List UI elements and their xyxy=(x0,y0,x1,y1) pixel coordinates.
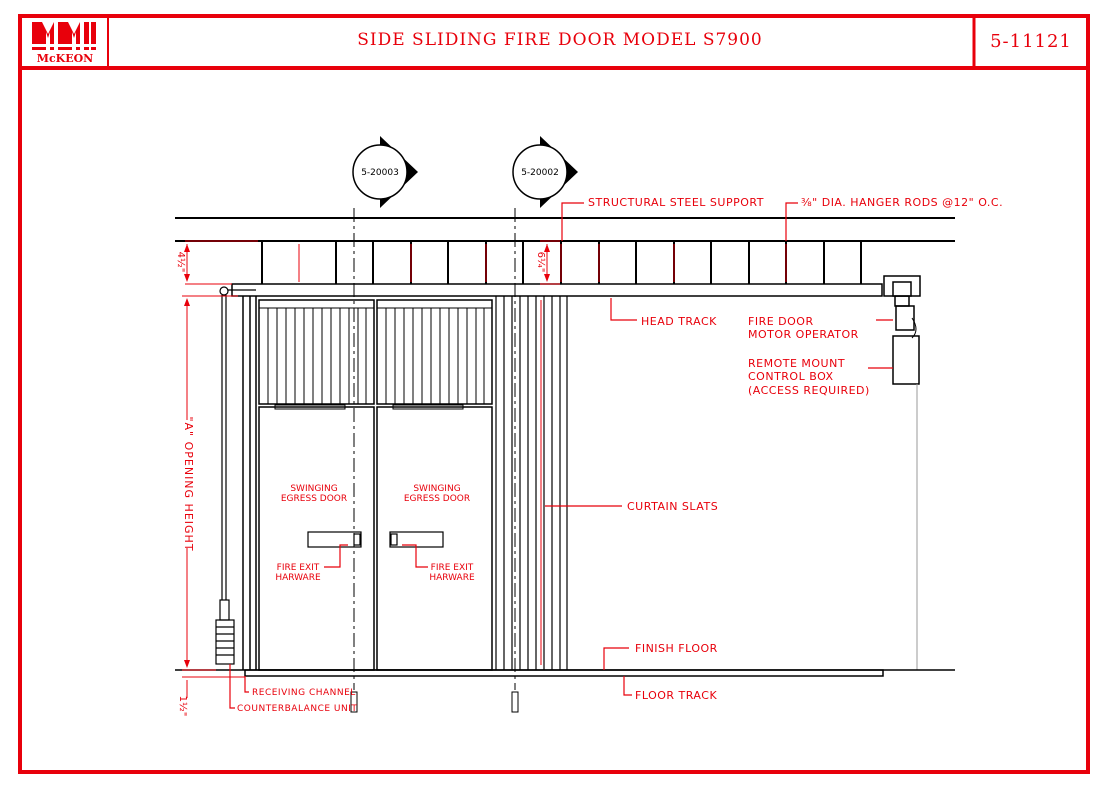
panic-bars xyxy=(308,532,443,547)
label-door-right-1: SWINGING xyxy=(413,484,461,494)
door-leaves xyxy=(259,405,492,670)
label-receiving-channel: RECEIVING CHANNEL xyxy=(252,688,356,698)
sheet-border xyxy=(20,16,1088,772)
label-structural-support: STRUCTURAL STEEL SUPPORT xyxy=(588,196,764,209)
label-motor-2: MOTOR OPERATOR xyxy=(748,328,859,341)
label-curtain-slats: CURTAIN SLATS xyxy=(627,500,719,513)
dimension-lines xyxy=(182,241,560,698)
floor xyxy=(175,670,955,676)
receiving-channel xyxy=(243,296,256,670)
brand-name: McKEON xyxy=(36,52,94,65)
section-marker-left-label: 5-20003 xyxy=(361,168,399,178)
remote-control-box xyxy=(893,336,919,384)
label-hw-right-1: FIRE EXIT xyxy=(430,563,474,573)
dimension-bottom: 1½" xyxy=(177,695,188,717)
label-door-right-2: EGRESS DOOR xyxy=(403,494,471,504)
section-marker-left xyxy=(353,136,418,208)
label-hw-right-2: HARWARE xyxy=(429,573,475,583)
section-cut-lines xyxy=(354,208,515,690)
label-head-track: HEAD TRACK xyxy=(641,315,717,328)
label-hw-left-1: FIRE EXIT xyxy=(276,563,320,573)
label-motor-1: FIRE DOOR xyxy=(748,315,814,328)
label-hw-left-2: HARWARE xyxy=(275,573,321,583)
label-door-left-1: SWINGING xyxy=(290,484,338,494)
dimension-mid-top: 6¼" xyxy=(535,251,546,273)
section-end-right xyxy=(512,692,518,712)
drawing-title: SIDE SLIDING FIRE DOOR MODEL S7900 xyxy=(357,30,763,50)
section-marker-right-label: 5-20002 xyxy=(521,168,559,178)
transom-left xyxy=(259,300,374,404)
structural-beam xyxy=(175,218,955,241)
label-control-2: CONTROL BOX xyxy=(748,370,834,383)
transom-right xyxy=(377,300,492,404)
head-track xyxy=(232,284,882,296)
mckeon-logo-icon xyxy=(30,22,98,50)
dimension-opening-height: "A" OPENING HEIGHT xyxy=(182,416,195,552)
label-counterbalance: COUNTERBALANCE UNIT xyxy=(237,704,358,714)
label-door-left-2: EGRESS DOOR xyxy=(280,494,348,504)
drawing-number: 5-11121 xyxy=(990,31,1072,52)
label-floor-track: FLOOR TRACK xyxy=(635,689,718,702)
label-control-1: REMOTE MOUNT xyxy=(748,357,846,370)
curtain-slats xyxy=(496,296,567,670)
section-marker-right xyxy=(513,136,578,208)
label-control-3: (ACCESS REQUIRED) xyxy=(748,384,870,397)
door-labels xyxy=(275,484,475,583)
label-finish-floor: FINISH FLOOR xyxy=(635,642,718,655)
dimension-left-top: 4½" xyxy=(175,251,186,273)
callout-labels xyxy=(237,196,1003,714)
label-hanger-rods: ⅜" DIA. HANGER RODS @12" O.C. xyxy=(801,196,1004,209)
